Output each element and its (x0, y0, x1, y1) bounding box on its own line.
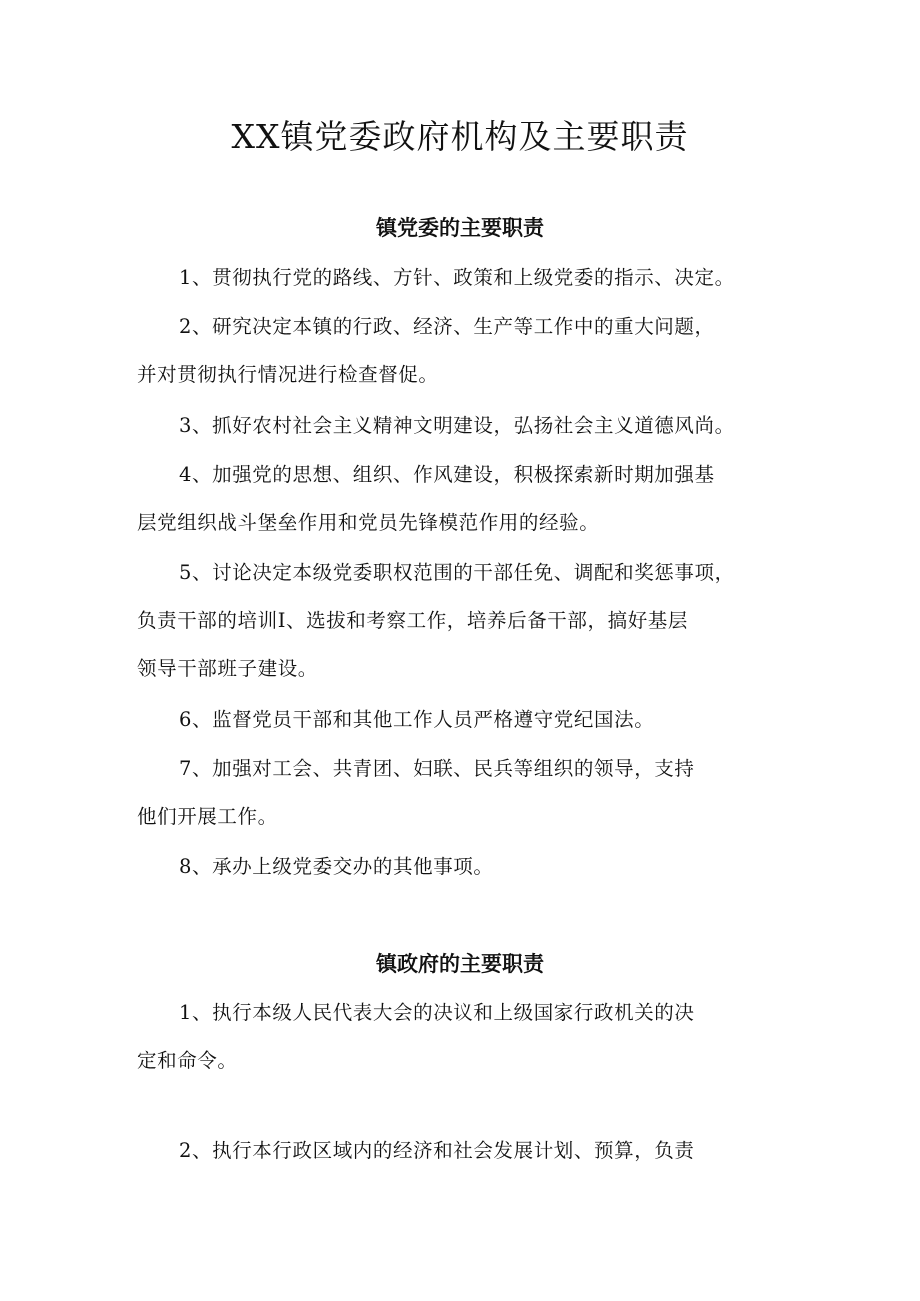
party-duty-3-line-1: 3、抓好农村社会主义精神文明建设，弘扬社会主义道德风尚。 (179, 414, 735, 437)
party-duty-4 (137, 451, 797, 547)
party-duty-2-line-2: 并对贯彻执行情况进行检查督促。 (137, 363, 439, 386)
party-duty-3 (137, 402, 797, 450)
party-duty-8-line-1: 8、承办上级党委交办的其他事项。 (179, 855, 494, 878)
party-duty-6 (137, 696, 797, 744)
document-title: XX镇党委政府机构及主要职责 (231, 117, 689, 156)
party-duty-4-line-1: 4、加强党的思想、组织、作风建设，积极探索新时期加强基 (179, 463, 715, 486)
party-committee-heading: 镇党委的主要职责 (376, 216, 544, 240)
government-duty-1-line-1: 1、执行本级人民代表大会的决议和上级国家行政机关的决 (179, 1001, 695, 1024)
government-duty-2 (137, 1127, 797, 1175)
government-duty-1-line-2: 定和命令。 (137, 1049, 238, 1072)
party-duty-1-line-1: 1、贯彻执行党的路线、方针、政策和上级党委的指示、决定。 (179, 266, 735, 289)
party-duty-7 (137, 745, 797, 841)
party-duty-5-line-3: 领导干部班子建设。 (137, 657, 318, 680)
party-duty-4-line-2: 层党组织战斗堡垒作用和党员先锋模范作用的经验。 (137, 511, 600, 534)
party-duty-5 (137, 549, 797, 693)
party-duty-5-line-2: 负责干部的培训I、选拔和考察工作，培养后备干部，搞好基层 (137, 609, 689, 632)
party-duty-5-line-1: 5、讨论决定本级党委职权范围的干部任免、调配和奖惩事项， (179, 561, 735, 584)
party-duty-6-line-1: 6、监督党员干部和其他工作人员严格遵守党纪国法。 (179, 708, 655, 731)
government-duty-2-line-1: 2、执行本行政区域内的经济和社会发展计划、预算，负责 (179, 1139, 695, 1162)
party-duty-1 (137, 254, 797, 302)
party-duty-8 (137, 843, 797, 891)
government-duty-1 (137, 989, 797, 1085)
party-duty-2-line-1: 2、研究决定本镇的行政、经济、生产等工作中的重大问题， (179, 315, 715, 338)
party-duty-2 (137, 303, 797, 399)
party-duty-7-line-1: 7、加强对工会、共青团、妇联、民兵等组织的领导，支持 (179, 757, 695, 780)
party-duty-7-line-2: 他们开展工作。 (137, 805, 278, 828)
government-heading: 镇政府的主要职责 (376, 952, 544, 976)
